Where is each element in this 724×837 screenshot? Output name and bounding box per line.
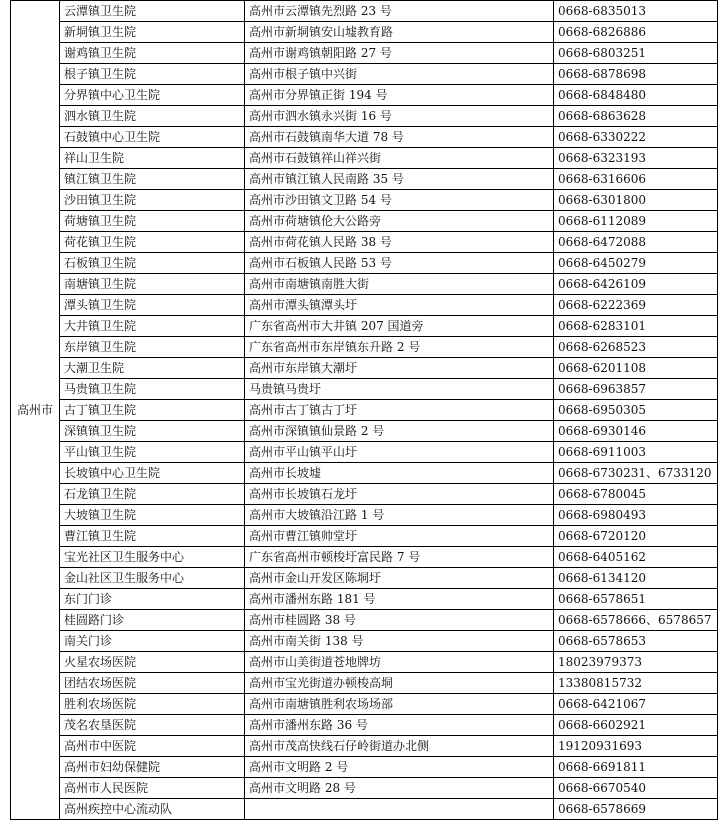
institution-name-cell: 高州市人民医院 <box>60 778 245 799</box>
phone-cell: 0668-6602921 <box>554 715 718 736</box>
table-row <box>11 22 718 43</box>
phone-cell: 0668-6301800 <box>554 190 718 211</box>
institution-name-cell: 石龙镇卫生院 <box>60 484 245 505</box>
address-cell: 高州市潘州东路 181 号 <box>245 589 554 610</box>
phone-cell: 0668-6720120 <box>554 526 718 547</box>
phone-cell: 0668-6222369 <box>554 295 718 316</box>
address-cell: 广东省高州市顿梭圩富民路 7 号 <box>245 547 554 568</box>
institution-name-cell: 东岸镇卫生院 <box>60 337 245 358</box>
address-cell <box>245 799 554 820</box>
institution-name-cell: 金山社区卫生服务中心 <box>60 568 245 589</box>
institution-name-cell: 桂圆路门诊 <box>60 610 245 631</box>
table-row <box>11 1 718 22</box>
institution-name-cell: 长坡镇中心卫生院 <box>60 463 245 484</box>
phone-cell: 0668-6268523 <box>554 337 718 358</box>
institution-name-cell: 宝光社区卫生服务中心 <box>60 547 245 568</box>
table-row <box>11 799 718 820</box>
institution-name-cell: 茂名农垦医院 <box>60 715 245 736</box>
address-cell: 高州市曹江镇帅堂圩 <box>245 526 554 547</box>
phone-cell: 0668-6578651 <box>554 589 718 610</box>
phone-cell: 0668-6316606 <box>554 169 718 190</box>
institution-name-cell: 火星农场医院 <box>60 652 245 673</box>
institution-name-cell: 根子镇卫生院 <box>60 64 245 85</box>
institution-name-cell: 谢鸡镇卫生院 <box>60 43 245 64</box>
phone-cell: 0668-6930146 <box>554 421 718 442</box>
table-row <box>11 127 718 148</box>
address-cell: 高州市长坡墟 <box>245 463 554 484</box>
table-row <box>11 589 718 610</box>
table-row <box>11 253 718 274</box>
address-cell: 高州市根子镇中兴街 <box>245 64 554 85</box>
table-row <box>11 295 718 316</box>
phone-cell: 0668-6670540 <box>554 778 718 799</box>
phone-cell: 0668-6878698 <box>554 64 718 85</box>
institution-name-cell: 团结农场医院 <box>60 673 245 694</box>
institution-name-cell: 深镇镇卫生院 <box>60 421 245 442</box>
address-cell: 高州市山美街道苍地牌坊 <box>245 652 554 673</box>
address-cell: 高州市茂高快线石仔岭街道办北侧 <box>245 736 554 757</box>
phone-cell: 0668-6323193 <box>554 148 718 169</box>
address-cell: 高州市谢鸡镇朝阳路 27 号 <box>245 43 554 64</box>
address-cell: 高州市大坡镇沿江路 1 号 <box>245 505 554 526</box>
address-cell: 广东省高州市大井镇 207 国道旁 <box>245 316 554 337</box>
table-wrapper <box>10 0 718 820</box>
institution-name-cell: 大坡镇卫生院 <box>60 505 245 526</box>
institution-name-cell: 沙田镇卫生院 <box>60 190 245 211</box>
phone-cell: 0668-6134120 <box>554 568 718 589</box>
institution-name-cell: 曹江镇卫生院 <box>60 526 245 547</box>
city-cell: 高州市 <box>11 1 60 820</box>
table-row <box>11 169 718 190</box>
phone-cell: 0668-6780045 <box>554 484 718 505</box>
table-row <box>11 778 718 799</box>
table-row <box>11 463 718 484</box>
phone-cell: 0668-6980493 <box>554 505 718 526</box>
institution-name-cell: 潭头镇卫生院 <box>60 295 245 316</box>
phone-cell: 0668-6405162 <box>554 547 718 568</box>
institution-name-cell: 石鼓镇中心卫生院 <box>60 127 245 148</box>
address-cell: 高州市桂圆路 38 号 <box>245 610 554 631</box>
table-row <box>11 148 718 169</box>
phone-cell: 0668-6112089 <box>554 211 718 232</box>
table-row <box>11 316 718 337</box>
institution-name-cell: 荷花镇卫生院 <box>60 232 245 253</box>
phone-cell: 0668-6578666、6578657 <box>554 610 718 631</box>
institution-name-cell: 分界镇中心卫生院 <box>60 85 245 106</box>
address-cell: 高州市南塘镇胜利农场场部 <box>245 694 554 715</box>
institution-name-cell: 东门门诊 <box>60 589 245 610</box>
table-row <box>11 526 718 547</box>
phone-cell: 19120931693 <box>554 736 718 757</box>
phone-cell: 0668-6835013 <box>554 1 718 22</box>
institution-name-cell: 古丁镇卫生院 <box>60 400 245 421</box>
table-row <box>11 358 718 379</box>
clinic-table-body <box>11 1 718 820</box>
table-row <box>11 505 718 526</box>
address-cell: 高州市深镇镇仙景路 2 号 <box>245 421 554 442</box>
institution-name-cell: 南关门诊 <box>60 631 245 652</box>
table-row <box>11 694 718 715</box>
table-row <box>11 211 718 232</box>
phone-cell: 0668-6472088 <box>554 232 718 253</box>
address-cell: 高州市云潭镇先烈路 23 号 <box>245 1 554 22</box>
phone-cell: 0668-6863628 <box>554 106 718 127</box>
address-cell: 高州市南关街 138 号 <box>245 631 554 652</box>
table-row <box>11 274 718 295</box>
address-cell: 高州市潭头镇潭头圩 <box>245 295 554 316</box>
institution-name-cell: 马贵镇卫生院 <box>60 379 245 400</box>
table-row <box>11 568 718 589</box>
institution-name-cell: 高州疾控中心流动队 <box>60 799 245 820</box>
phone-cell: 0668-6963857 <box>554 379 718 400</box>
table-row <box>11 379 718 400</box>
table-row <box>11 673 718 694</box>
address-cell: 高州市宝光街道办顿梭高垌 <box>245 673 554 694</box>
table-row <box>11 715 718 736</box>
institution-name-cell: 高州市妇幼保健院 <box>60 757 245 778</box>
phone-cell: 0668-6691811 <box>554 757 718 778</box>
phone-cell: 0668-6201108 <box>554 358 718 379</box>
table-row <box>11 757 718 778</box>
phone-cell: 0668-6450279 <box>554 253 718 274</box>
phone-cell: 0668-6283101 <box>554 316 718 337</box>
address-cell: 高州市分界镇正街 194 号 <box>245 85 554 106</box>
table-row <box>11 736 718 757</box>
phone-cell: 0668-6421067 <box>554 694 718 715</box>
institution-name-cell: 平山镇卫生院 <box>60 442 245 463</box>
table-row <box>11 610 718 631</box>
table-row <box>11 337 718 358</box>
phone-cell: 0668-6826886 <box>554 22 718 43</box>
address-cell: 马贵镇马贵圩 <box>245 379 554 400</box>
address-cell: 高州市泗水镇永兴街 16 号 <box>245 106 554 127</box>
table-row <box>11 442 718 463</box>
table-row <box>11 652 718 673</box>
address-cell: 高州市新垌镇安山墟教育路 <box>245 22 554 43</box>
address-cell: 高州市石板镇人民路 53 号 <box>245 253 554 274</box>
phone-cell: 0668-6730231、6733120 <box>554 463 718 484</box>
address-cell: 高州市古丁镇古丁圩 <box>245 400 554 421</box>
institution-name-cell: 泗水镇卫生院 <box>60 106 245 127</box>
address-cell: 高州市金山开发区陈垌圩 <box>245 568 554 589</box>
phone-cell: 0668-6426109 <box>554 274 718 295</box>
phone-cell: 0668-6330222 <box>554 127 718 148</box>
table-row <box>11 106 718 127</box>
phone-cell: 0668-6911003 <box>554 442 718 463</box>
institution-name-cell: 镇江镇卫生院 <box>60 169 245 190</box>
phone-cell: 0668-6578653 <box>554 631 718 652</box>
address-cell: 高州市石鼓镇祥山祥兴街 <box>245 148 554 169</box>
institution-name-cell: 新垌镇卫生院 <box>60 22 245 43</box>
table-row <box>11 484 718 505</box>
phone-cell: 13380815732 <box>554 673 718 694</box>
table-row <box>11 400 718 421</box>
address-cell: 高州市荷塘镇伦大公路旁 <box>245 211 554 232</box>
address-cell: 高州市镇江镇人民南路 35 号 <box>245 169 554 190</box>
table-row <box>11 547 718 568</box>
institution-name-cell: 大井镇卫生院 <box>60 316 245 337</box>
institution-name-cell: 高州市中医院 <box>60 736 245 757</box>
address-cell: 高州市南塘镇南胜大街 <box>245 274 554 295</box>
phone-cell: 0668-6950305 <box>554 400 718 421</box>
phone-cell: 0668-6578669 <box>554 799 718 820</box>
institution-name-cell: 胜利农场医院 <box>60 694 245 715</box>
address-cell: 高州市文明路 28 号 <box>245 778 554 799</box>
address-cell: 高州市潘州东路 36 号 <box>245 715 554 736</box>
address-cell: 高州市平山镇平山圩 <box>245 442 554 463</box>
table-row <box>11 85 718 106</box>
clinic-table <box>10 0 718 820</box>
institution-name-cell: 云潭镇卫生院 <box>60 1 245 22</box>
address-cell: 高州市文明路 2 号 <box>245 757 554 778</box>
table-row <box>11 43 718 64</box>
table-row <box>11 232 718 253</box>
phone-cell: 18023979373 <box>554 652 718 673</box>
address-cell: 高州市长坡镇石龙圩 <box>245 484 554 505</box>
institution-name-cell: 荷塘镇卫生院 <box>60 211 245 232</box>
address-cell: 广东省高州市东岸镇东升路 2 号 <box>245 337 554 358</box>
address-cell: 高州市石鼓镇南华大道 78 号 <box>245 127 554 148</box>
institution-name-cell: 石板镇卫生院 <box>60 253 245 274</box>
phone-cell: 0668-6848480 <box>554 85 718 106</box>
table-row <box>11 190 718 211</box>
institution-name-cell: 祥山卫生院 <box>60 148 245 169</box>
address-cell: 高州市荷花镇人民路 38 号 <box>245 232 554 253</box>
address-cell: 高州市东岸镇大潮圩 <box>245 358 554 379</box>
institution-name-cell: 大潮卫生院 <box>60 358 245 379</box>
institution-name-cell: 南塘镇卫生院 <box>60 274 245 295</box>
table-row <box>11 421 718 442</box>
phone-cell: 0668-6803251 <box>554 43 718 64</box>
address-cell: 高州市沙田镇文卫路 54 号 <box>245 190 554 211</box>
table-row <box>11 631 718 652</box>
table-row <box>11 64 718 85</box>
